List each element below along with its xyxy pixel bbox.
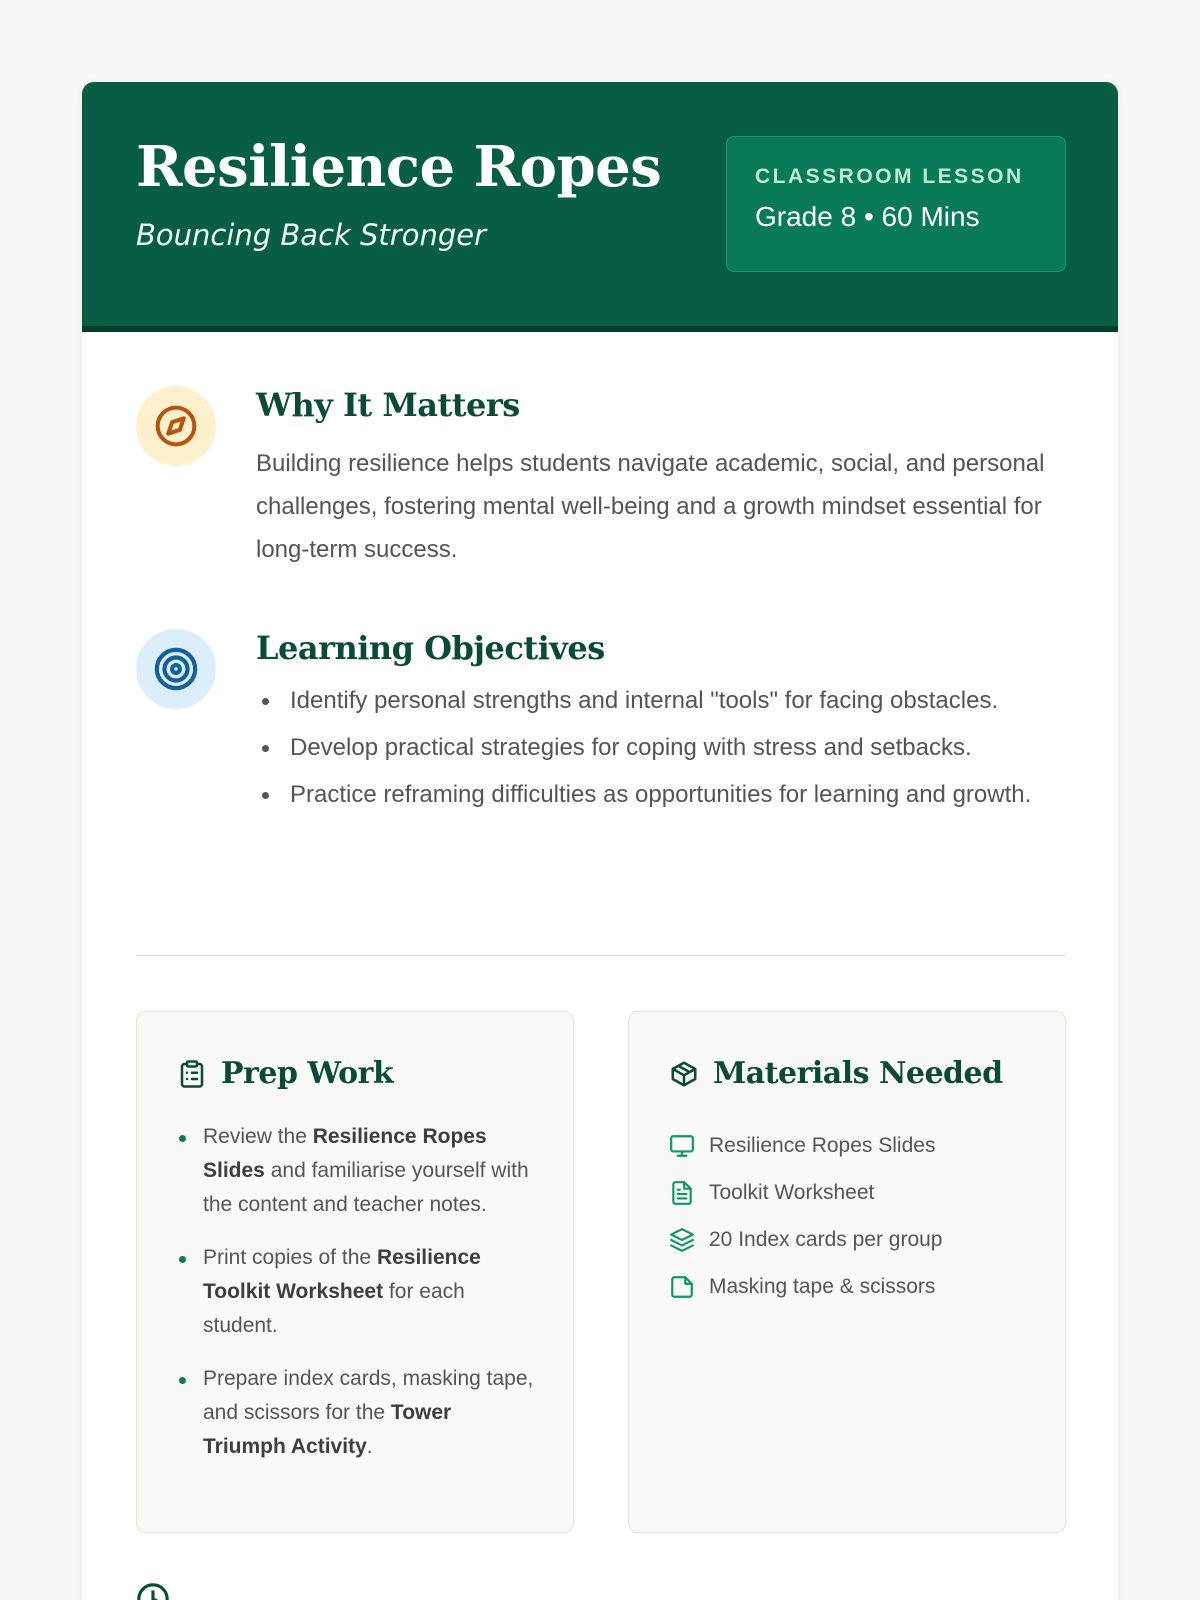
list-item: Review the Resilience Ropes Slides and familiarise yourself with the content and teacher notes. bbox=[177, 1120, 537, 1222]
objectives-icon-circle bbox=[136, 629, 216, 709]
list-item: Toolkit Worksheet bbox=[669, 1169, 942, 1216]
prep-list bbox=[177, 1120, 537, 1483]
layers-icon bbox=[669, 1227, 695, 1253]
lesson-badge bbox=[726, 136, 1066, 272]
materials-list bbox=[669, 1122, 942, 1310]
badge-grade-duration: Grade 8 • 60 Mins bbox=[755, 201, 980, 232]
document-icon bbox=[669, 1180, 695, 1206]
prep-work-box bbox=[136, 1011, 574, 1533]
monitor-icon bbox=[669, 1133, 695, 1159]
target-icon bbox=[153, 646, 199, 692]
why-title: Why It Matters bbox=[256, 386, 520, 424]
badge-kicker: CLASSROOM LESSON bbox=[755, 165, 1024, 188]
lesson-title: Resilience Ropes bbox=[136, 134, 662, 200]
list-item: Print copies of the Resilience Toolkit Worksheet for each student. bbox=[177, 1241, 537, 1343]
list-item: 20 Index cards per group bbox=[669, 1216, 942, 1263]
compass-icon bbox=[154, 404, 198, 448]
list-item: Resilience Ropes Slides bbox=[669, 1122, 942, 1169]
objectives-list bbox=[256, 681, 1066, 815]
section-divider bbox=[136, 955, 1066, 956]
sticky-note-icon bbox=[669, 1274, 695, 1300]
package-icon bbox=[669, 1059, 699, 1089]
materials-title: Materials Needed bbox=[713, 1056, 1003, 1091]
materials-box bbox=[628, 1011, 1066, 1533]
clock-icon bbox=[136, 1582, 170, 1600]
why-text: Building resilience helps students navigate academic, social, and personal challenges, fostering mental well-being and a growth mindset essential for long-term success. bbox=[256, 450, 1045, 563]
list-item: Identify personal strengths and internal "tools" for facing obstacles. bbox=[256, 681, 1066, 721]
lesson-card bbox=[82, 82, 1118, 1600]
why-icon-circle bbox=[136, 386, 216, 466]
list-item: Develop practical strategies for coping with stress and setbacks. bbox=[256, 728, 1066, 768]
lesson-header bbox=[82, 82, 1118, 332]
next-section-peek bbox=[136, 1582, 170, 1600]
lesson-subtitle: Bouncing Back Stronger bbox=[136, 218, 487, 252]
objectives-title: Learning Objectives bbox=[256, 629, 605, 667]
list-item: Prepare index cards, masking tape, and scissors for the Tower Triumph Activity. bbox=[177, 1362, 537, 1464]
clipboard-icon bbox=[177, 1059, 207, 1089]
prep-title: Prep Work bbox=[221, 1056, 394, 1091]
list-item: Practice reframing difficulties as opportunities for learning and growth. bbox=[256, 775, 1066, 815]
list-item: Masking tape & scissors bbox=[669, 1263, 942, 1310]
